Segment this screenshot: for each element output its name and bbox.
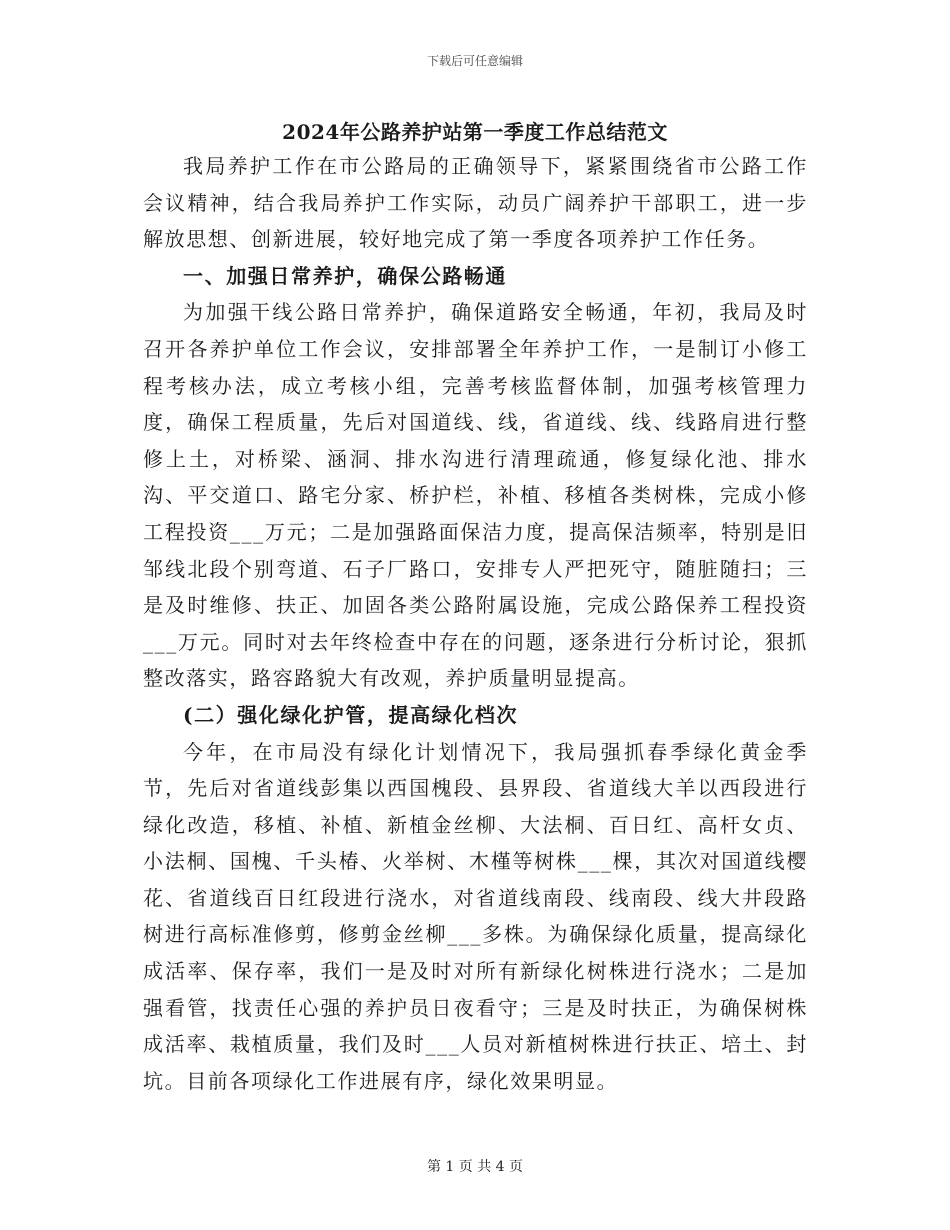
- document-body: [143, 148, 808, 1099]
- intro-paragraph: 我局养护工作在市公路局的正确领导下，紧紧围绕省市公路工作会议精神，结合我局养护工作实际，动员广阔养护干部职工，进一步解放思想、创新进展，较好地完成了第一季度各项养护工作任务。: [143, 154, 808, 252]
- section-1-paragraph: 为加强干线公路日常养护，确保道路安全畅通，年初，我局及时召开各养护单位工作会议，安排部署全年养护工作，一是制订小修工程考核办法，成立考核小组，完善考核监督体制，加强考核管理力度，确保工程质量，先后对国道线、线，省道线、线、线路肩进行整修上土，对桥梁、涵洞、排水沟进行清理疏通，修复绿化池、排水沟、平交道口、路宅分家、桥护栏，补植、移植各类树株，完成小修工程投资___万元；二是加强路面保洁力度，提高保洁频率，特别是旧邹线北段个别弯道、石子厂路口，安排专人严把死守，随脏随扫；三是及时维修、扶正、加固各类公路附属设施，完成公路保养工程投资___万元。同时对去年终检查中存在的问题，逐条进行分析讨论，狠抓整改落实，路容路貌大有改观，养护质量明显提高。: [143, 300, 808, 691]
- section-2-paragraph: 今年，在市局没有绿化计划情况下，我局强抓春季绿化黄金季节，先后对省道线彭集以西国槐段、县界段、省道线大羊以西段进行绿化改造，移植、补植、新植金丝柳、大法桐、百日红、高杆女贞、小法桐、国槐、千头椿、火举树、木槿等树株___棵，其次对国道线樱花、省道线百日红段进行浇水，对省道线南段、线南段、线大井段路树进行高标准修剪，修剪金丝柳___多株。为确保绿化质量，提高绿化成活率、保存率，我们一是及时对所有新绿化树株进行浇水；二是加强看管，找责任心强的养护员日夜看守；三是及时扶正，为确保树株成活率、栽植质量，我们及时___人员对新植树株进行扶正、培土、封坑。目前各项绿化工作进展有序，绿化效果明显。: [143, 739, 808, 1093]
- page-number: 第 1 页 共 4 页: [426, 1159, 524, 1175]
- section-1-heading: 一、加强日常养护，确保公路畅通: [183, 263, 507, 288]
- page-header-note: 下载后可任意编辑: [426, 54, 523, 68]
- section-2-heading: (二）强化绿化护管，提高绿化档次: [183, 702, 519, 727]
- document-title: 2024年公路养护站第一季度工作总结范文: [282, 120, 668, 144]
